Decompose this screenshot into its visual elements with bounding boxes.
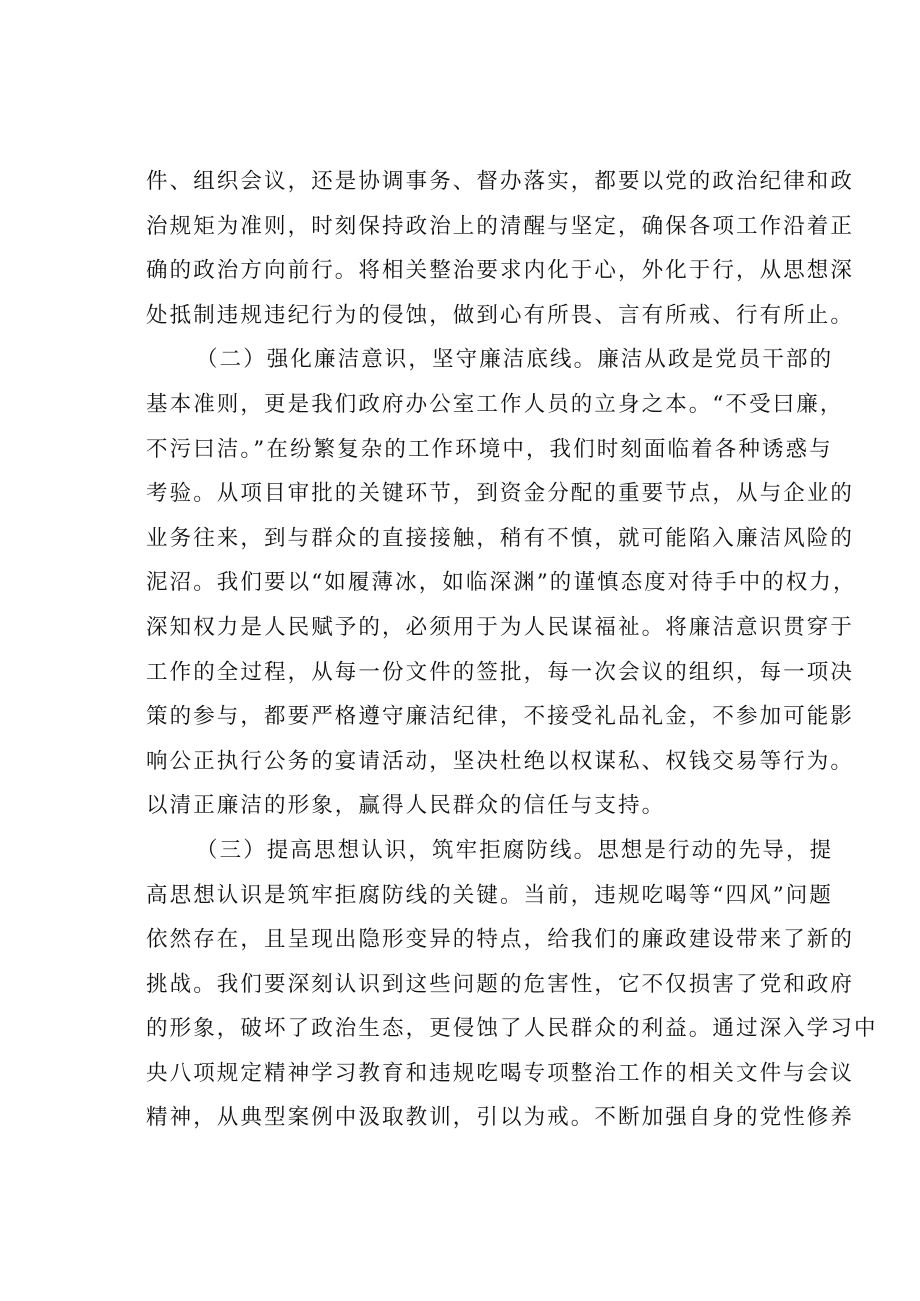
text-line: 响公正执行公务的宴请活动，坚决杜绝以权谋私、权钱交易等行为。: [146, 748, 855, 774]
text-line: 业务往来，到与群众的直接接触，稍有不慎，就可能陷入廉洁风险的: [146, 525, 855, 551]
paragraph-heading-line: （三）提高思想认识，筑牢拒腐防线。思想是行动的先导，提: [196, 837, 834, 863]
text-line: 确的政治方向前行。将相关整治要求内化于心，外化于行，从思想深: [146, 258, 855, 284]
text-line: 央八项规定精神学习教育和违规吃喝专项整治工作的相关文件与会议: [146, 1060, 855, 1086]
text-line: 考验。从项目审批的关键环节，到资金分配的重要节点，从与企业的: [146, 481, 855, 507]
text-line: 挑战。我们要深刻认识到这些问题的危害性，它不仅损害了党和政府: [146, 971, 855, 997]
text-line: 件、组织会议，还是协调事务、督办落实，都要以党的政治纪律和政: [146, 169, 855, 194]
document-body: [146, 160, 878, 1141]
text-line: 治规矩为准则，时刻保持政治上的清醒与坚定，确保各项工作沿着正: [146, 213, 855, 239]
text-line: 处抵制违规违纪行为的侵蚀，做到心有所畏、言有所戒、行有所止。: [146, 302, 855, 328]
text-line: 深知权力是人民赋予的，必须用于为人民谋福祉。将廉洁意识贯穿于: [146, 614, 855, 640]
text-line: 以清正廉洁的形象，赢得人民群众的信任与支持。: [146, 793, 666, 819]
text-line: 基本准则，更是我们政府办公室工作人员的立身之本。“不受曰廉，: [146, 391, 844, 417]
text-line: 策的参与，都要严格遵守廉洁纪律，不接受礼品礼金，不参加可能影: [146, 704, 855, 730]
text-line: 工作的全过程，从每一份文件的签批，每一次会议的组织，每一项决: [146, 659, 855, 685]
paragraph-heading-line: （二）强化廉洁意识，坚守廉洁底线。廉洁从政是党员干部的: [196, 347, 834, 373]
text-line: 的形象，破坏了政治生态，更侵蚀了人民群众的利益。通过深入学习中: [146, 1016, 878, 1042]
text-line: 高思想认识是筑牢拒腐防线的关键。当前，违规吃喝等“四风”问题: [146, 882, 833, 908]
text-line: 依然存在，且呈现出隐形变异的特点，给我们的廉政建设带来了新的: [146, 927, 855, 953]
text-line: 精神，从典型案例中汲取教训，引以为戒。不断加强自身的党性修养: [146, 1105, 855, 1131]
text-line: 不污曰洁。”在纷繁复杂的工作环境中，我们时刻面临着各种诱惑与: [146, 436, 833, 462]
text-line: 泥沼。我们要以“如履薄冰，如临深渊”的谨慎态度对待手中的权力，: [146, 570, 857, 596]
